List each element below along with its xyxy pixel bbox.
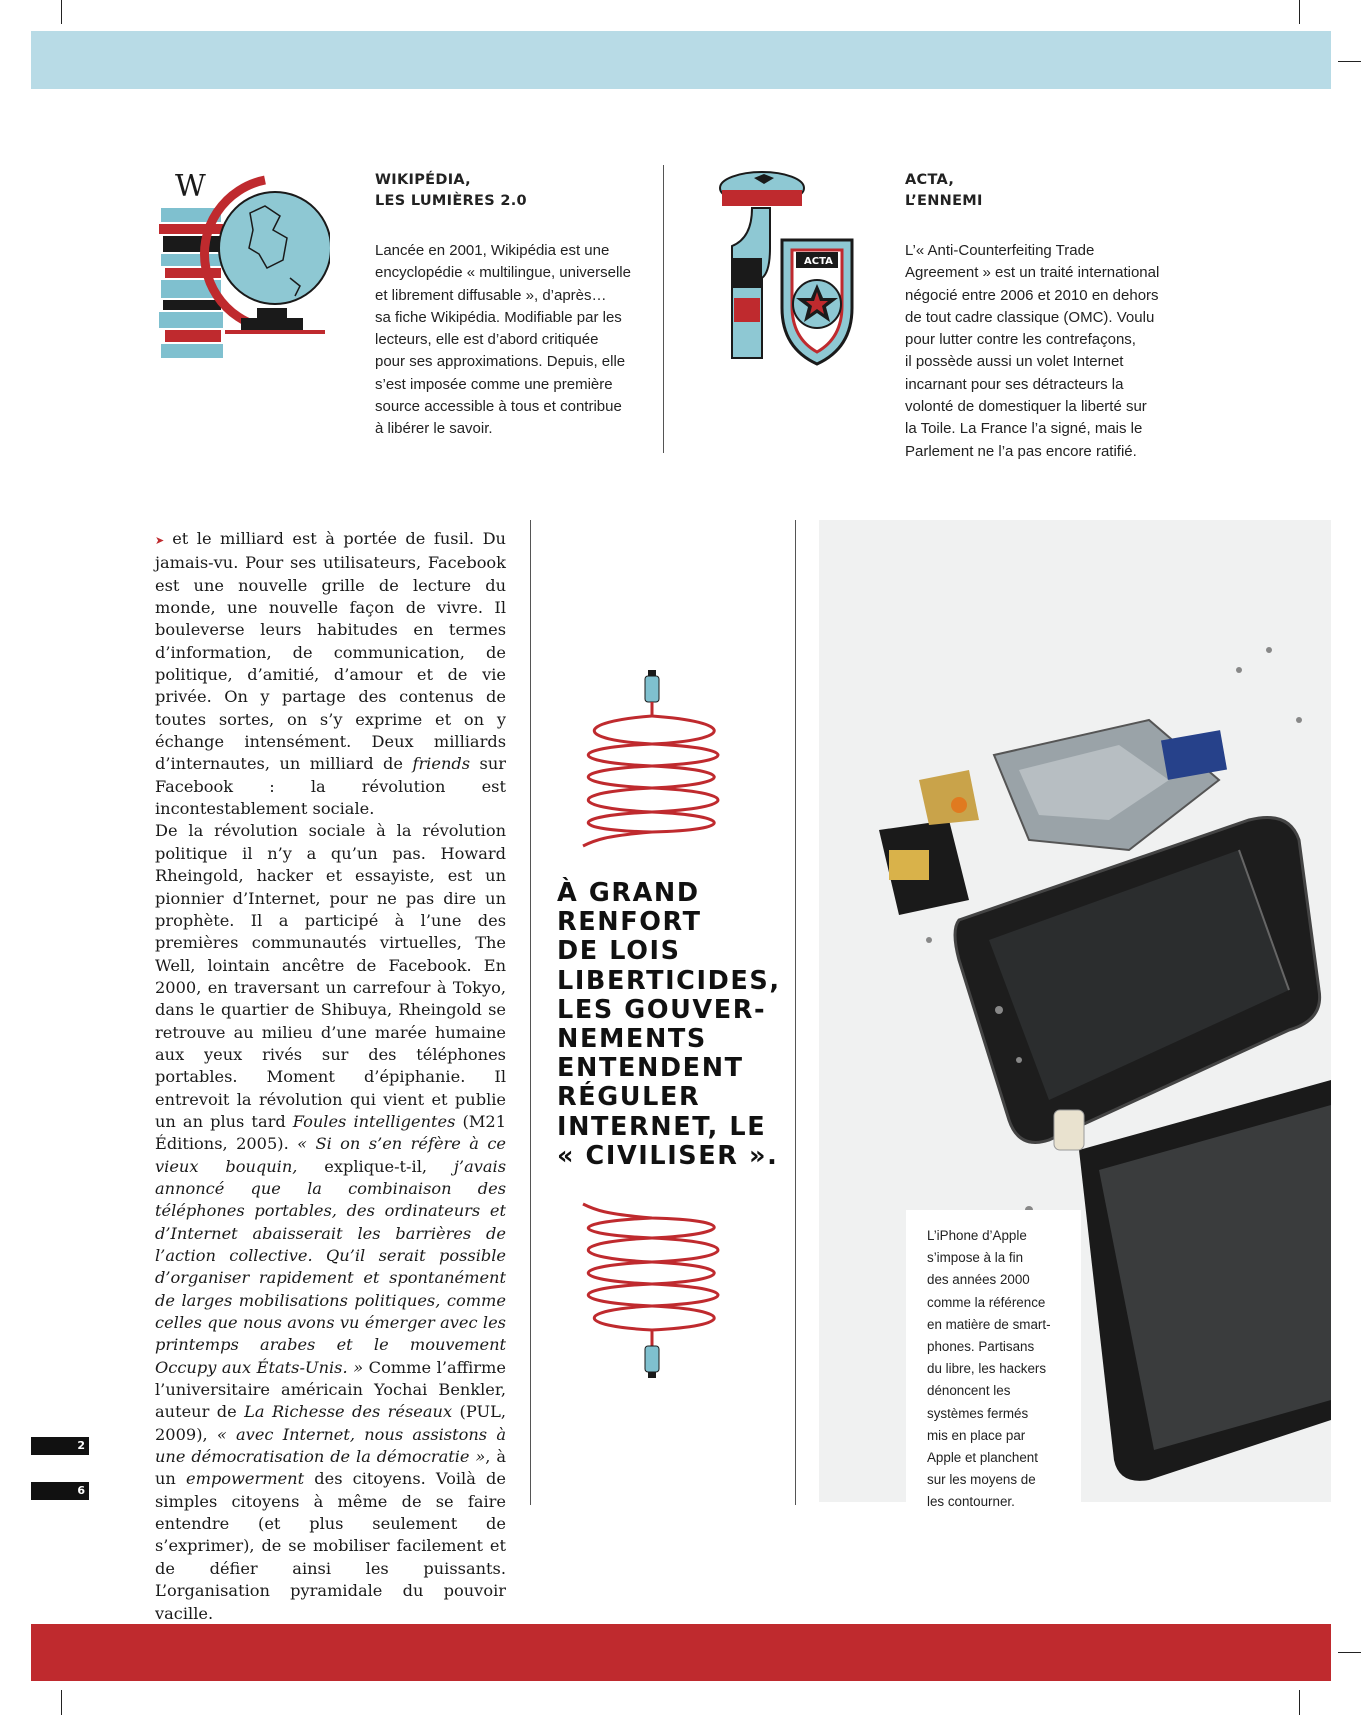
- crop-mark: [1299, 1690, 1300, 1715]
- acta-box-text: L’« Anti-Counterfeiting Trade Agreement » est un traité international négocié entre 2006 et 2010 en dehors de tout cadre classique (OMC). Voulu pour lutter contre les contrefaçons, il possède aussi un volet Internet incarnant pour ses détracteurs la volonté de domestiquer la liberté sur la Toile. La France l’a signé, mais le Parlement ne l’a pas encore ratifié.: [905, 242, 1160, 460]
- continuation-arrow-icon: ➤: [155, 534, 165, 547]
- wikipedia-globe-icon: [155, 168, 330, 368]
- acta-box-title: ACTA, L’ENNEMI: [905, 172, 983, 209]
- page-number: 6: [31, 1482, 89, 1500]
- article-body: [155, 528, 506, 1625]
- bottom-color-band: [31, 1624, 1331, 1681]
- crop-mark: [1338, 1652, 1361, 1653]
- box-divider: [663, 165, 664, 453]
- photo-caption-box: [906, 1210, 1081, 1510]
- crop-mark: [1338, 61, 1361, 62]
- usb-cable-top-icon: [575, 670, 755, 850]
- acta-police-badge-icon: [692, 168, 867, 373]
- column-divider: [795, 520, 796, 1505]
- pull-quote: À GRAND RENFORT DE LOIS LIBERTICIDES, LES GOUVER- NEMENTS ENTENDENT RÉGULER INTERNET, LE « CIVILISER ».: [557, 878, 781, 1171]
- photo-caption: L’iPhone d’Apple s’impose à la fin des années 2000 comme la référence en matière de smart- phones. Partisans du libre, les hackers dénoncent les systèmes fermés mis en place par Apple et planchent sur les moyens de les contourner.: [927, 1228, 1051, 1510]
- page-number: 2: [31, 1437, 89, 1455]
- article-paragraph: De la révolution sociale à la révolution politique il n’y a qu’un pas. Howard Rheingold, hacker et essayiste, est un pionnier d’Internet, pour ne pas dire un prophète. Il a participé à l’une des premières communautés virtuelles, The Well, lointain ancêtre de Facebook. En 2000, en traversant un carrefour à Tokyo, dans le quartier de Shibuya, Rheingold se retrouve au milieu d’une marée humaine aux yeux rivés sur des téléphones portables. Moment d’épiphanie. Il entrevoit la révolution qui vient et publie un an plus tard Foules intelligentes (M21 Éditions, 2005). « Si on s’en réfère à ce vieux bouquin, explique-t-il, j’avais annoncé que la combinaison des téléphones portables, des ordinateurs et d’Internet abaisserait les barrières de l’action collective. Qu’il serait possible d’organiser rapidement et spontanément de larges mobilisations politiques, comme celles que nous avons vu émerger avec les printemps arabes et le mouvement Occupy aux États-Unis. » Comme l’affirme l’universitaire américain Yochai Benkler, auteur de La Richesse des réseaux (PUL, 2009), « avec Internet, nous assistons à une démocratisation de la démocratie », à un empowerment des citoyens. Voilà de simples citoyens à même de se faire entendre (et plus seulement de s’exprimer), de se mobiliser facilement et de défier ainsi les puissants. L’organisation pyramidale du pouvoir vacille.: [155, 821, 507, 1623]
- crop-mark: [61, 0, 62, 24]
- svg-text:ACTA: ACTA: [804, 256, 833, 267]
- top-color-band: [31, 31, 1331, 89]
- svg-text:W: W: [175, 169, 206, 204]
- crop-mark: [1299, 0, 1300, 24]
- wikipedia-box-title: WIKIPÉDIA, LES LUMIÈRES 2.0: [375, 172, 527, 209]
- usb-cable-bottom-icon: [575, 1200, 755, 1380]
- wikipedia-box-text: Lancée en 2001, Wikipédia est une encyclopédie « multilingue, universelle et librement diffusable », d’après… sa fiche Wikipédia. Modifiable par les lecteurs, elle est d’abord critiquée pour ses approximations. Depuis, elle s’est imposée comme une première source accessible à tous et contribue à libérer le savoir.: [375, 242, 631, 438]
- article-paragraph: ➤ et le milliard est à portée de fusil. Du jamais-vu. Pour ses utilisateurs, Facebook est une nouvelle grille de lecture du monde, une nouvelle façon de vivre. Il bouleverse leurs habitudes en termes d’information, de communication, de politique, d’amitié, d’amour et de vie privée. On y partage des contenus de toutes sortes, on s’y exprime et on y échange intensément. Deux milliards d’internautes, un milliard de friends sur Facebook : la révolution est incontestablement sociale.: [155, 529, 506, 819]
- crop-mark: [61, 1690, 62, 1715]
- column-divider: [530, 520, 531, 1505]
